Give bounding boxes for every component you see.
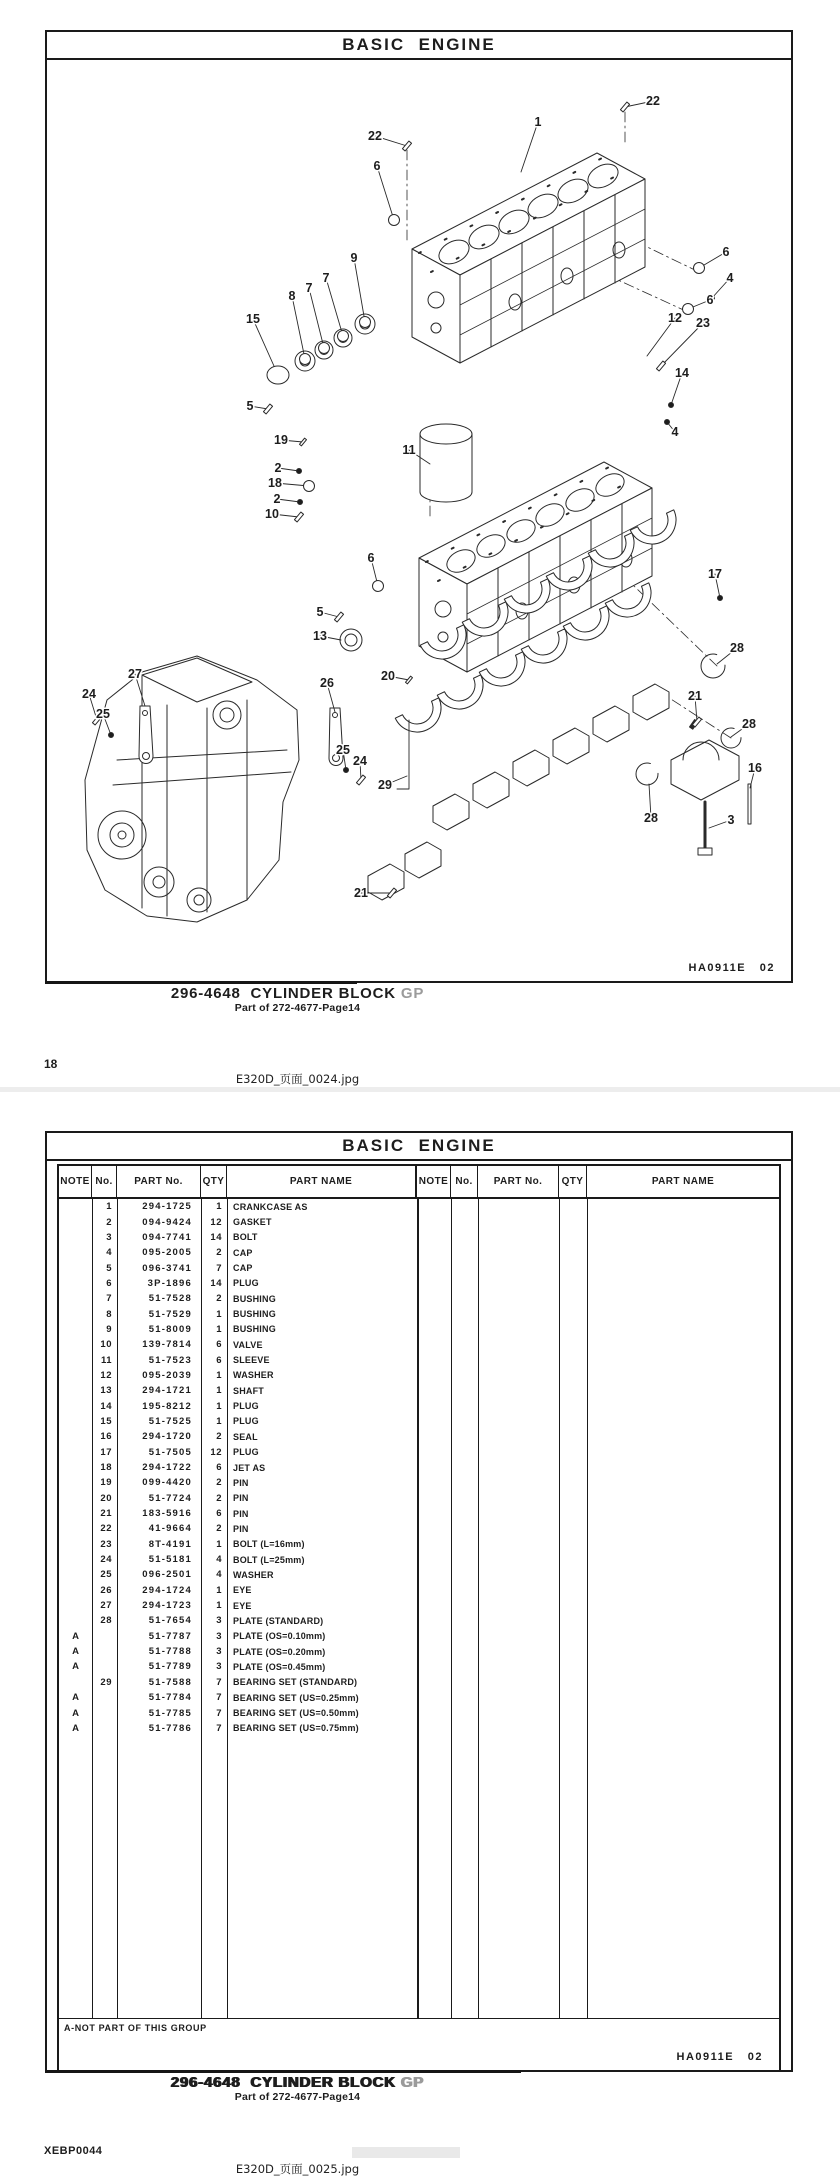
cell-part-number: 41-9664	[148, 1523, 192, 1535]
cell-no: 11	[100, 1354, 112, 1366]
callout-25: 25	[96, 707, 110, 721]
cell-part-number: 099-4420	[142, 1477, 192, 1489]
table-row	[59, 1398, 779, 1413]
cell-no: 1	[106, 1201, 112, 1213]
cell-part-number: 51-7788	[148, 1646, 192, 1658]
callout-15: 15	[246, 312, 260, 326]
callout-18: 18	[268, 476, 282, 490]
cell-part-name: WASHER	[233, 1370, 274, 1381]
table-row	[59, 1521, 779, 1536]
callout-leader-line	[309, 288, 324, 348]
cell-part-number: 51-7654	[148, 1615, 192, 1627]
table-row	[59, 1214, 779, 1229]
cell-note: A	[72, 1661, 79, 1673]
table-row	[59, 1506, 779, 1521]
cell-part-name: SHAFT	[233, 1385, 264, 1396]
cell-part-name: BEARING SET (US=0.50mm)	[233, 1708, 359, 1719]
ring-marker	[304, 481, 315, 492]
catalog-page-2	[45, 1131, 793, 2072]
callout-3: 3	[727, 813, 735, 827]
callout-17: 17	[708, 567, 722, 581]
table-row	[59, 1721, 779, 1736]
cell-no: 9	[106, 1323, 112, 1335]
bolt-marker	[656, 361, 665, 371]
table-row	[59, 1322, 779, 1337]
table-row	[59, 1659, 779, 1674]
cell-part-number: 294-1725	[142, 1201, 192, 1213]
cell-note: A	[72, 1722, 79, 1734]
col-header-note: NOTE	[59, 1166, 92, 1197]
plate-code-page2: HA0911E 02	[676, 2051, 763, 2063]
table-row	[59, 1260, 779, 1275]
cell-qty: 1	[216, 1584, 222, 1596]
table-row	[59, 1445, 779, 1460]
cell-qty: 4	[216, 1554, 222, 1566]
cell-qty: 3	[216, 1630, 222, 1642]
cell-part-number: 51-7528	[148, 1293, 192, 1305]
page1-title: BASIC ENGINE	[47, 32, 791, 60]
callout-5: 5	[246, 399, 254, 413]
page2-footer	[45, 2074, 550, 2103]
cell-part-number: 094-7741	[142, 1231, 192, 1243]
callout-6: 6	[367, 551, 375, 565]
cell-no: 8	[106, 1308, 112, 1320]
cell-part-number: 51-7787	[148, 1630, 192, 1642]
cell-qty: 1	[216, 1600, 222, 1612]
cell-part-name: BUSHING	[233, 1324, 276, 1335]
callout-leader-line	[292, 296, 305, 359]
cell-no: 13	[100, 1385, 112, 1397]
callout-1: 1	[534, 115, 542, 129]
table-row	[59, 1675, 779, 1690]
pin-marker	[405, 676, 412, 684]
cell-part-name: PLUG	[233, 1278, 259, 1289]
col-header-name-2: PART NAME	[651, 1176, 715, 1187]
cell-part-number: 51-5181	[148, 1554, 192, 1566]
cell-part-name: PLATE (OS=0.20mm)	[233, 1646, 326, 1657]
engine-assembly	[85, 656, 299, 922]
cell-part-name: CRANKCASE AS	[233, 1201, 308, 1212]
figure-subtitle-2: Part of 272-4677-Page14	[234, 2091, 361, 2103]
callout-5: 5	[316, 605, 324, 619]
callout-21: 21	[688, 689, 702, 703]
cell-part-number: 294-1724	[142, 1584, 192, 1596]
callout-29: 29	[378, 778, 392, 792]
figure-title-2: 296-4648 CYLINDER BLOCK GP	[170, 2074, 425, 2091]
col-header-qty-2: QTY	[559, 1166, 587, 1197]
cell-part-number: 294-1722	[142, 1462, 192, 1474]
dot-marker	[669, 403, 674, 408]
cell-no: 15	[100, 1415, 112, 1427]
main-bearing-caps	[368, 684, 669, 900]
scan-artifact-band	[0, 1087, 840, 1092]
table-row	[59, 1291, 779, 1306]
exploded-view-diagram	[47, 60, 791, 981]
plate-code-page1: HA0911E 02	[688, 962, 775, 974]
callout-6: 6	[706, 293, 714, 307]
cell-part-number: 095-2005	[142, 1247, 192, 1259]
callout-6: 6	[722, 245, 730, 259]
cell-part-number: 294-1721	[142, 1385, 192, 1397]
cell-part-name: CAP	[233, 1247, 253, 1258]
cell-part-number: 096-2501	[142, 1569, 192, 1581]
cell-part-name: BUSHING	[233, 1309, 276, 1320]
cell-qty: 1	[216, 1308, 222, 1320]
cell-note: A	[72, 1630, 79, 1642]
cell-part-number: 183-5916	[142, 1508, 192, 1520]
cell-no: 29	[100, 1676, 112, 1688]
scan-filename-2: E320D_页面_0025.jpg	[235, 2162, 360, 2176]
cell-qty: 2	[216, 1477, 222, 1489]
cell-qty: 7	[216, 1722, 222, 1734]
cell-part-name: BOLT (L=25mm)	[233, 1554, 305, 1565]
cell-part-name: SEAL	[233, 1431, 258, 1442]
cell-part-name: PLUG	[233, 1447, 259, 1458]
callout-14: 14	[675, 366, 689, 380]
cell-part-number: 51-7784	[148, 1692, 192, 1704]
cell-part-name: PIN	[233, 1523, 249, 1534]
cell-part-name: PIN	[233, 1508, 249, 1519]
dot-marker	[718, 596, 723, 601]
col-header-no-2: No.	[451, 1166, 478, 1197]
cell-part-number: 096-3741	[142, 1262, 192, 1274]
cell-qty: 6	[216, 1354, 222, 1366]
cell-part-name: PLUG	[233, 1416, 259, 1427]
callout-9: 9	[350, 251, 358, 265]
cell-no: 2	[106, 1216, 112, 1228]
dot-marker	[297, 469, 302, 474]
cell-qty: 1	[216, 1538, 222, 1550]
callout-4: 4	[671, 425, 679, 439]
table-row	[59, 1352, 779, 1367]
cell-no: 22	[100, 1523, 112, 1535]
cell-part-name: GASKET	[233, 1217, 272, 1228]
cell-part-name: JET AS	[233, 1462, 266, 1473]
gp-suffix: GP	[395, 985, 425, 1002]
callout-11: 11	[402, 443, 416, 457]
cell-part-name: PIN	[233, 1477, 249, 1488]
callout-4: 4	[726, 271, 734, 285]
cell-qty: 1	[216, 1385, 222, 1397]
dot-marker	[665, 420, 670, 425]
table-row	[59, 1368, 779, 1383]
callout-25: 25	[336, 743, 350, 757]
table-row	[59, 1245, 779, 1260]
col-header-name: PART NAME	[227, 1166, 417, 1197]
table-row	[59, 1337, 779, 1352]
cell-part-number: 51-7529	[148, 1308, 192, 1320]
ring-marker	[683, 304, 694, 315]
ring-marker	[694, 263, 705, 274]
cell-qty: 1	[216, 1323, 222, 1335]
cell-note: A	[72, 1692, 79, 1704]
cell-part-name: BOLT (L=16mm)	[233, 1539, 305, 1550]
table-row	[59, 1460, 779, 1475]
cell-qty: 2	[216, 1523, 222, 1535]
table-row	[59, 1491, 779, 1506]
table-row	[59, 1705, 779, 1720]
cell-qty: 6	[216, 1508, 222, 1520]
cell-qty: 6	[216, 1462, 222, 1474]
gp-suffix: GP	[395, 2074, 425, 2091]
cell-part-number: 51-8009	[148, 1323, 192, 1335]
parts-table	[57, 1164, 781, 2070]
figure-subtitle-1: Part of 272-4677-Page14	[234, 1002, 361, 1014]
cell-part-name: PLATE (OS=0.45mm)	[233, 1661, 326, 1672]
cell-part-number: 8T-4191	[148, 1538, 192, 1550]
cell-part-name: SLEEVE	[233, 1355, 270, 1366]
col-header-qty: QTY	[201, 1166, 227, 1197]
cell-note: A	[72, 1707, 79, 1719]
table-row	[59, 1537, 779, 1552]
callout-12: 12	[668, 311, 682, 325]
cell-no: 19	[100, 1477, 112, 1489]
cell-qty: 3	[216, 1646, 222, 1658]
ring-marker	[300, 354, 311, 365]
callout-22: 22	[646, 94, 660, 108]
table-row	[59, 1552, 779, 1567]
table-row	[59, 1276, 779, 1291]
cell-qty: 7	[216, 1676, 222, 1688]
cell-no: 7	[106, 1293, 112, 1305]
callout-7: 7	[305, 281, 313, 295]
cell-part-name: WASHER	[233, 1569, 274, 1580]
group-note: A-NOT PART OF THIS GROUP	[64, 2023, 207, 2033]
dot-marker	[344, 768, 349, 773]
cell-part-number: 51-7525	[148, 1415, 192, 1427]
table-row	[59, 1230, 779, 1245]
callout-28: 28	[644, 811, 658, 825]
cell-no: 26	[100, 1584, 112, 1596]
table-row	[59, 1383, 779, 1398]
cell-no: 5	[106, 1262, 112, 1274]
callout-28: 28	[742, 717, 756, 731]
callout-2: 2	[274, 461, 282, 475]
callout-2: 2	[273, 492, 281, 506]
callout-24: 24	[353, 754, 367, 768]
cell-no: 14	[100, 1400, 112, 1412]
cell-qty: 1	[216, 1201, 222, 1213]
dot-marker	[109, 733, 114, 738]
cell-part-number: 139-7814	[142, 1339, 192, 1351]
ring-marker	[389, 215, 400, 226]
cell-qty: 3	[216, 1661, 222, 1673]
cell-part-name: BEARING SET (US=0.75mm)	[233, 1723, 359, 1734]
table-row	[59, 1306, 779, 1321]
callout-leader-line	[326, 278, 343, 336]
cell-part-number: 094-9424	[142, 1216, 192, 1228]
cell-part-number: 3P-1896	[147, 1277, 192, 1289]
upper-cylinder-block	[412, 153, 645, 363]
cell-qty: 1	[216, 1369, 222, 1381]
cell-part-name: PLUG	[233, 1401, 259, 1412]
cell-part-number: 294-1720	[142, 1431, 192, 1443]
page-number: 18	[44, 1057, 58, 1071]
cell-part-number: 195-8212	[142, 1400, 192, 1412]
cell-part-number: 51-7523	[148, 1354, 192, 1366]
cell-no: 18	[100, 1462, 112, 1474]
cell-qty: 3	[216, 1615, 222, 1627]
cell-no: 23	[100, 1538, 112, 1550]
cell-qty: 12	[210, 1446, 222, 1458]
cell-part-number: 51-7789	[148, 1661, 192, 1673]
cell-qty: 1	[216, 1415, 222, 1427]
bolt-marker	[356, 775, 365, 785]
callout-13: 13	[313, 629, 327, 643]
callout-leader-line	[377, 166, 394, 220]
ring-marker	[319, 343, 330, 354]
bolt-marker	[402, 141, 411, 151]
parts-table-body	[59, 1199, 779, 2018]
cell-part-name: CAP	[233, 1263, 253, 1274]
col-header-note-2: NOTE	[417, 1166, 451, 1197]
cell-no: 25	[100, 1569, 112, 1581]
callout-6: 6	[373, 159, 381, 173]
cell-no: 4	[106, 1247, 112, 1259]
page1-footer	[45, 985, 550, 1014]
table-row	[59, 1475, 779, 1490]
cell-no: 6	[106, 1277, 112, 1289]
callout-10: 10	[265, 507, 279, 521]
cell-part-name: VALVE	[233, 1339, 263, 1350]
cell-part-number: 51-7588	[148, 1676, 192, 1688]
cell-part-number: 51-7505	[148, 1446, 192, 1458]
cell-qty: 4	[216, 1569, 222, 1581]
cell-note: A	[72, 1646, 79, 1658]
figure-title-1: 296-4648 CYLINDER BLOCK GP	[170, 985, 425, 1002]
callout-leader-line	[521, 122, 538, 172]
cell-part-number: 51-7724	[148, 1492, 192, 1504]
cell-qty: 14	[210, 1231, 222, 1243]
cell-qty: 6	[216, 1339, 222, 1351]
table-row	[59, 1199, 779, 1214]
cell-part-name: PLATE (OS=0.10mm)	[233, 1631, 326, 1642]
cell-part-number: 095-2039	[142, 1369, 192, 1381]
cell-part-name: BOLT	[233, 1232, 258, 1243]
table-row	[59, 1629, 779, 1644]
callout-22: 22	[368, 129, 382, 143]
cell-qty: 12	[210, 1216, 222, 1228]
cell-part-name: BEARING SET (US=0.25mm)	[233, 1692, 359, 1703]
scan-artifact-line	[45, 981, 357, 984]
cell-qty: 1	[216, 1400, 222, 1412]
cup-marker	[267, 366, 289, 384]
cell-qty: 7	[216, 1707, 222, 1719]
cell-qty: 2	[216, 1293, 222, 1305]
cell-part-number: 51-7786	[148, 1722, 192, 1734]
page2-title: BASIC ENGINE	[47, 1133, 791, 1161]
cell-no: 17	[100, 1446, 112, 1458]
callout-7: 7	[322, 271, 330, 285]
catalog-page-1	[45, 30, 793, 983]
bolt-marker	[263, 404, 272, 414]
cell-no: 12	[100, 1369, 112, 1381]
cell-qty: 2	[216, 1431, 222, 1443]
cell-no: 16	[100, 1431, 112, 1443]
cell-no: 3	[106, 1231, 112, 1243]
cell-part-name: EYE	[233, 1600, 252, 1611]
cell-no: 21	[100, 1508, 112, 1520]
ring-marker	[373, 581, 384, 592]
scan-artifact-line	[45, 2070, 521, 2073]
callout-27: 27	[128, 667, 142, 681]
cell-no: 28	[100, 1615, 112, 1627]
col-header-no: No.	[92, 1166, 117, 1197]
scan-artifact-smudge	[352, 2147, 460, 2158]
cell-part-name: PLATE (STANDARD)	[233, 1615, 324, 1626]
bolt-marker	[334, 612, 343, 622]
ring-marker	[360, 317, 371, 328]
cell-part-name: BUSHING	[233, 1293, 276, 1304]
callout-19: 19	[274, 433, 288, 447]
cell-no: 10	[100, 1339, 112, 1351]
callout-21: 21	[354, 886, 368, 900]
cell-qty: 2	[216, 1247, 222, 1259]
table-row	[59, 1644, 779, 1659]
callout-16: 16	[748, 761, 762, 775]
cell-part-name: BEARING SET (STANDARD)	[233, 1677, 358, 1688]
cell-qty: 7	[216, 1262, 222, 1274]
ring-marker	[338, 331, 349, 342]
table-row	[59, 1414, 779, 1429]
col-header-part-2: PART No.	[478, 1166, 559, 1197]
table-row	[59, 1583, 779, 1598]
dot-marker	[298, 500, 303, 505]
bolt-marker	[620, 102, 629, 112]
callout-26: 26	[320, 676, 334, 690]
table-row	[59, 1690, 779, 1705]
cell-no: 24	[100, 1554, 112, 1566]
table-row	[59, 1429, 779, 1444]
table-note-strip	[59, 2018, 779, 2070]
cell-qty: 14	[210, 1277, 222, 1289]
scan-filename-1: E320D_页面_0024.jpg	[235, 1072, 360, 1086]
cell-no: 20	[100, 1492, 112, 1504]
cell-part-number: 294-1723	[142, 1600, 192, 1612]
table-row	[59, 1613, 779, 1628]
cell-part-name: PIN	[233, 1493, 249, 1504]
cell-no: 27	[100, 1600, 112, 1612]
cell-part-name: EYE	[233, 1585, 252, 1596]
callout-leader-line	[354, 258, 365, 322]
document-code: XEBP0044	[44, 2145, 103, 2157]
table-row	[59, 1567, 779, 1582]
cell-qty: 2	[216, 1492, 222, 1504]
cell-qty: 7	[216, 1692, 222, 1704]
col-header-part: PART No.	[117, 1166, 201, 1197]
callout-23: 23	[696, 316, 710, 330]
cell-part-number: 51-7785	[148, 1707, 192, 1719]
callout-20: 20	[381, 669, 395, 683]
callout-28: 28	[730, 641, 744, 655]
callout-24: 24	[82, 687, 96, 701]
parts-table-header	[59, 1166, 779, 1199]
callout-8: 8	[288, 289, 296, 303]
table-row	[59, 1598, 779, 1613]
